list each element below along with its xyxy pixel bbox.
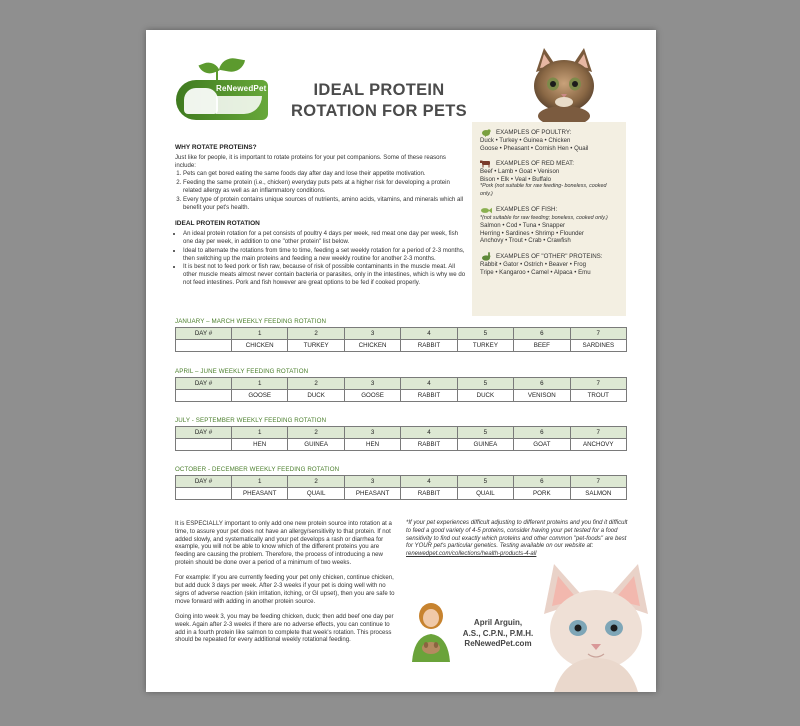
- rotation-jul-sep: [175, 417, 627, 451]
- rotation-jan-mar: [175, 318, 627, 352]
- rotation-table: [175, 426, 627, 451]
- chicken-icon: [480, 128, 492, 137]
- table-row: PHEASANT QUAIL PHEASANT RABBIT QUAIL PORK SALMON: [176, 488, 627, 500]
- fish-icon: [480, 206, 492, 215]
- document-page: [146, 30, 656, 692]
- testing-note: *If your pet experiences difficult adjusting to different proteins and you find it difficult to feed a good variety of 4-5 proteins, consider having your pet tested for a food sensitivity to find out exactly which proteins and other common "pet-foods" are best for YOUR pet's particular genetics. Testing available on our website at: renewedpet.com/collections/health-products-4-all: [406, 520, 628, 558]
- body-text: [175, 144, 467, 288]
- author-name: April Arguin,: [473, 618, 523, 627]
- author-credentials: A.S., C.P.N., P.M.H.: [462, 628, 534, 638]
- why-heading: WHY ROTATE PROTEINS?: [175, 144, 257, 151]
- rotation-title: JULY - SEPTEMBER WEEKLY FEEDING ROTATION: [175, 417, 327, 424]
- why-list: [175, 170, 467, 211]
- table-row: HEN GUINEA HEN RABBIT GUINEA GOAT ANCHOVY: [176, 439, 627, 451]
- author-site: ReNewedPet.com: [464, 639, 532, 648]
- rabbit-icon: [480, 252, 492, 261]
- rotation-title: OCTOBER - DECEMBER WEEKLY FEEDING ROTATION: [175, 466, 340, 473]
- table-row: DAY # 1 2 3 4 5 6 7: [176, 427, 627, 439]
- pets-silhouette-icon: [184, 88, 218, 114]
- ideal-list: [175, 230, 467, 287]
- rotation-apr-jun: [175, 368, 627, 402]
- rotation-title: APRIL – JUNE WEEKLY FEEDING ROTATION: [175, 368, 309, 375]
- red-meat-examples: EXAMPLES OF RED MEAT: Beef • Lamb • Goat • Venison Bison • Elk • Veal • Buffalo *Pork (not suitable for raw feeding- boneless, cooked only.): [480, 159, 607, 197]
- list-item: • Ideal to alternate the rotations from time to time, feeding a set weekly rotation for a period of 2-3 months, then switching up the main proteins and feeding a new weekly routine for another 2-3 months.: [183, 247, 467, 263]
- list-item: • An ideal protein rotation for a pet consists of poultry 4 days per week, red meat one day per week, fish one day per week, in addition to one "other protein" list below.: [183, 230, 467, 246]
- cow-icon: [480, 159, 492, 168]
- ideal-heading: IDEAL PROTEIN ROTATION: [175, 220, 260, 228]
- rotation-table: [175, 327, 627, 352]
- list-item: 2. Feeding the same protein (i.e., chicken) everyday puts pets at a higher risk for developing a protein related allergy as well as an inflammatory conditions.: [183, 179, 467, 195]
- table-row: GOOSE DUCK GOOSE RABBIT DUCK VENISON TROUT: [176, 390, 627, 402]
- table-row: DAY # 1 2 3 4 5 6 7: [176, 378, 627, 390]
- fish-examples: EXAMPLES OF FISH: *(not suitable for raw feeding; boneless, cooked only.) Salmon • Cod • Tuna • Snapper Herring • Sardines • Shrimp • Flounder Anchovy • Trout • Crab • Crawfish: [480, 206, 608, 245]
- page-title: IDEAL PROTEIN ROTATION FOR PETS: [291, 81, 467, 120]
- rotation-table: [175, 475, 627, 500]
- list-item: 3. Every type of protein contains unique sources of nutrients, amino acids, vitamins, and minerals which all benefit your pet's health.: [183, 196, 467, 212]
- other-examples: EXAMPLES OF "OTHER" PROTEINS: Rabbit • Gator • Ostrich • Beaver • Frog Tripe • Kangaroo • Camel • Alpaca • Emu: [480, 252, 603, 276]
- why-intro: Just like for people, it is important to rotate proteins for your pet companions. Some of these reasons include:: [175, 153, 446, 169]
- renewedpet-logo: [176, 58, 268, 124]
- rotation-table: [175, 377, 627, 402]
- introduction-instructions: It is ESPECIALLY important to only add one new protein source into rotation at a time, to assure your pet does not have an allergy/sensitivity to that protein. If not added slowly, and systematically and your pet develops a rash or diarrhea for example, you will not be able to know which of the different proteins you are feeding are causing the problem. Therefore, the process of introducing a new protein should be done over a period of a minimum of two weeks. For example: If you are currently feeding your pet only chicken, continue chicken, but add duck 3 days per week. After 2-3 weeks if your pet is doing well with no signs of adverse reaction (skin irritation, itching, or GI upset), then you are safe to move forward with adding in another protein source. Going into week 3, you may be feeding chicken, duck; then add beef one day per week. Again after 2-3 weeks if there are no adverse effects, you can continue to add in a fourth protein like salmon to complete that week's rotation. This process should be repeated for every additional weekly rotational feeding.: [175, 520, 395, 644]
- logo-brand: ReNewedPet: [216, 84, 267, 93]
- table-row: DAY # 1 2 3 4 5 6 7: [176, 328, 627, 340]
- leaf-icon: [219, 56, 245, 74]
- rotation-oct-dec: [175, 466, 627, 500]
- rotation-title: JANUARY – MARCH WEEKLY FEEDING ROTATION: [175, 318, 327, 325]
- author-photo: [404, 596, 458, 662]
- list-item: • It is best not to feed pork or fish raw, because of risk of possible contaminants in the muscle meat. All other muscle meats almost never contain bacteria or parasites, only in the intestines, which is why we do not feed intestines. Pork and fish however are great options to be fed if cooked properly.: [183, 263, 467, 286]
- kitten-image: [524, 44, 604, 124]
- poultry-examples: EXAMPLES OF POULTRY: Duck • Turkey • Guinea • Chicken Goose • Pheasant • Cornish Hen • Quail: [480, 128, 589, 152]
- sphynx-cat-image: [534, 558, 656, 692]
- list-item: 1. Pets can get bored eating the same foods day after day and lose their appetite motivation.: [183, 170, 467, 178]
- table-row: CHICKEN TURKEY CHICKEN RABBIT TURKEY BEEF SARDINES: [176, 340, 627, 352]
- table-row: DAY # 1 2 3 4 5 6 7: [176, 476, 627, 488]
- author-signature: [458, 618, 538, 650]
- examples-box: [472, 122, 626, 316]
- testing-link[interactable]: renewedpet.com/collections/health-products-4-all: [406, 551, 537, 558]
